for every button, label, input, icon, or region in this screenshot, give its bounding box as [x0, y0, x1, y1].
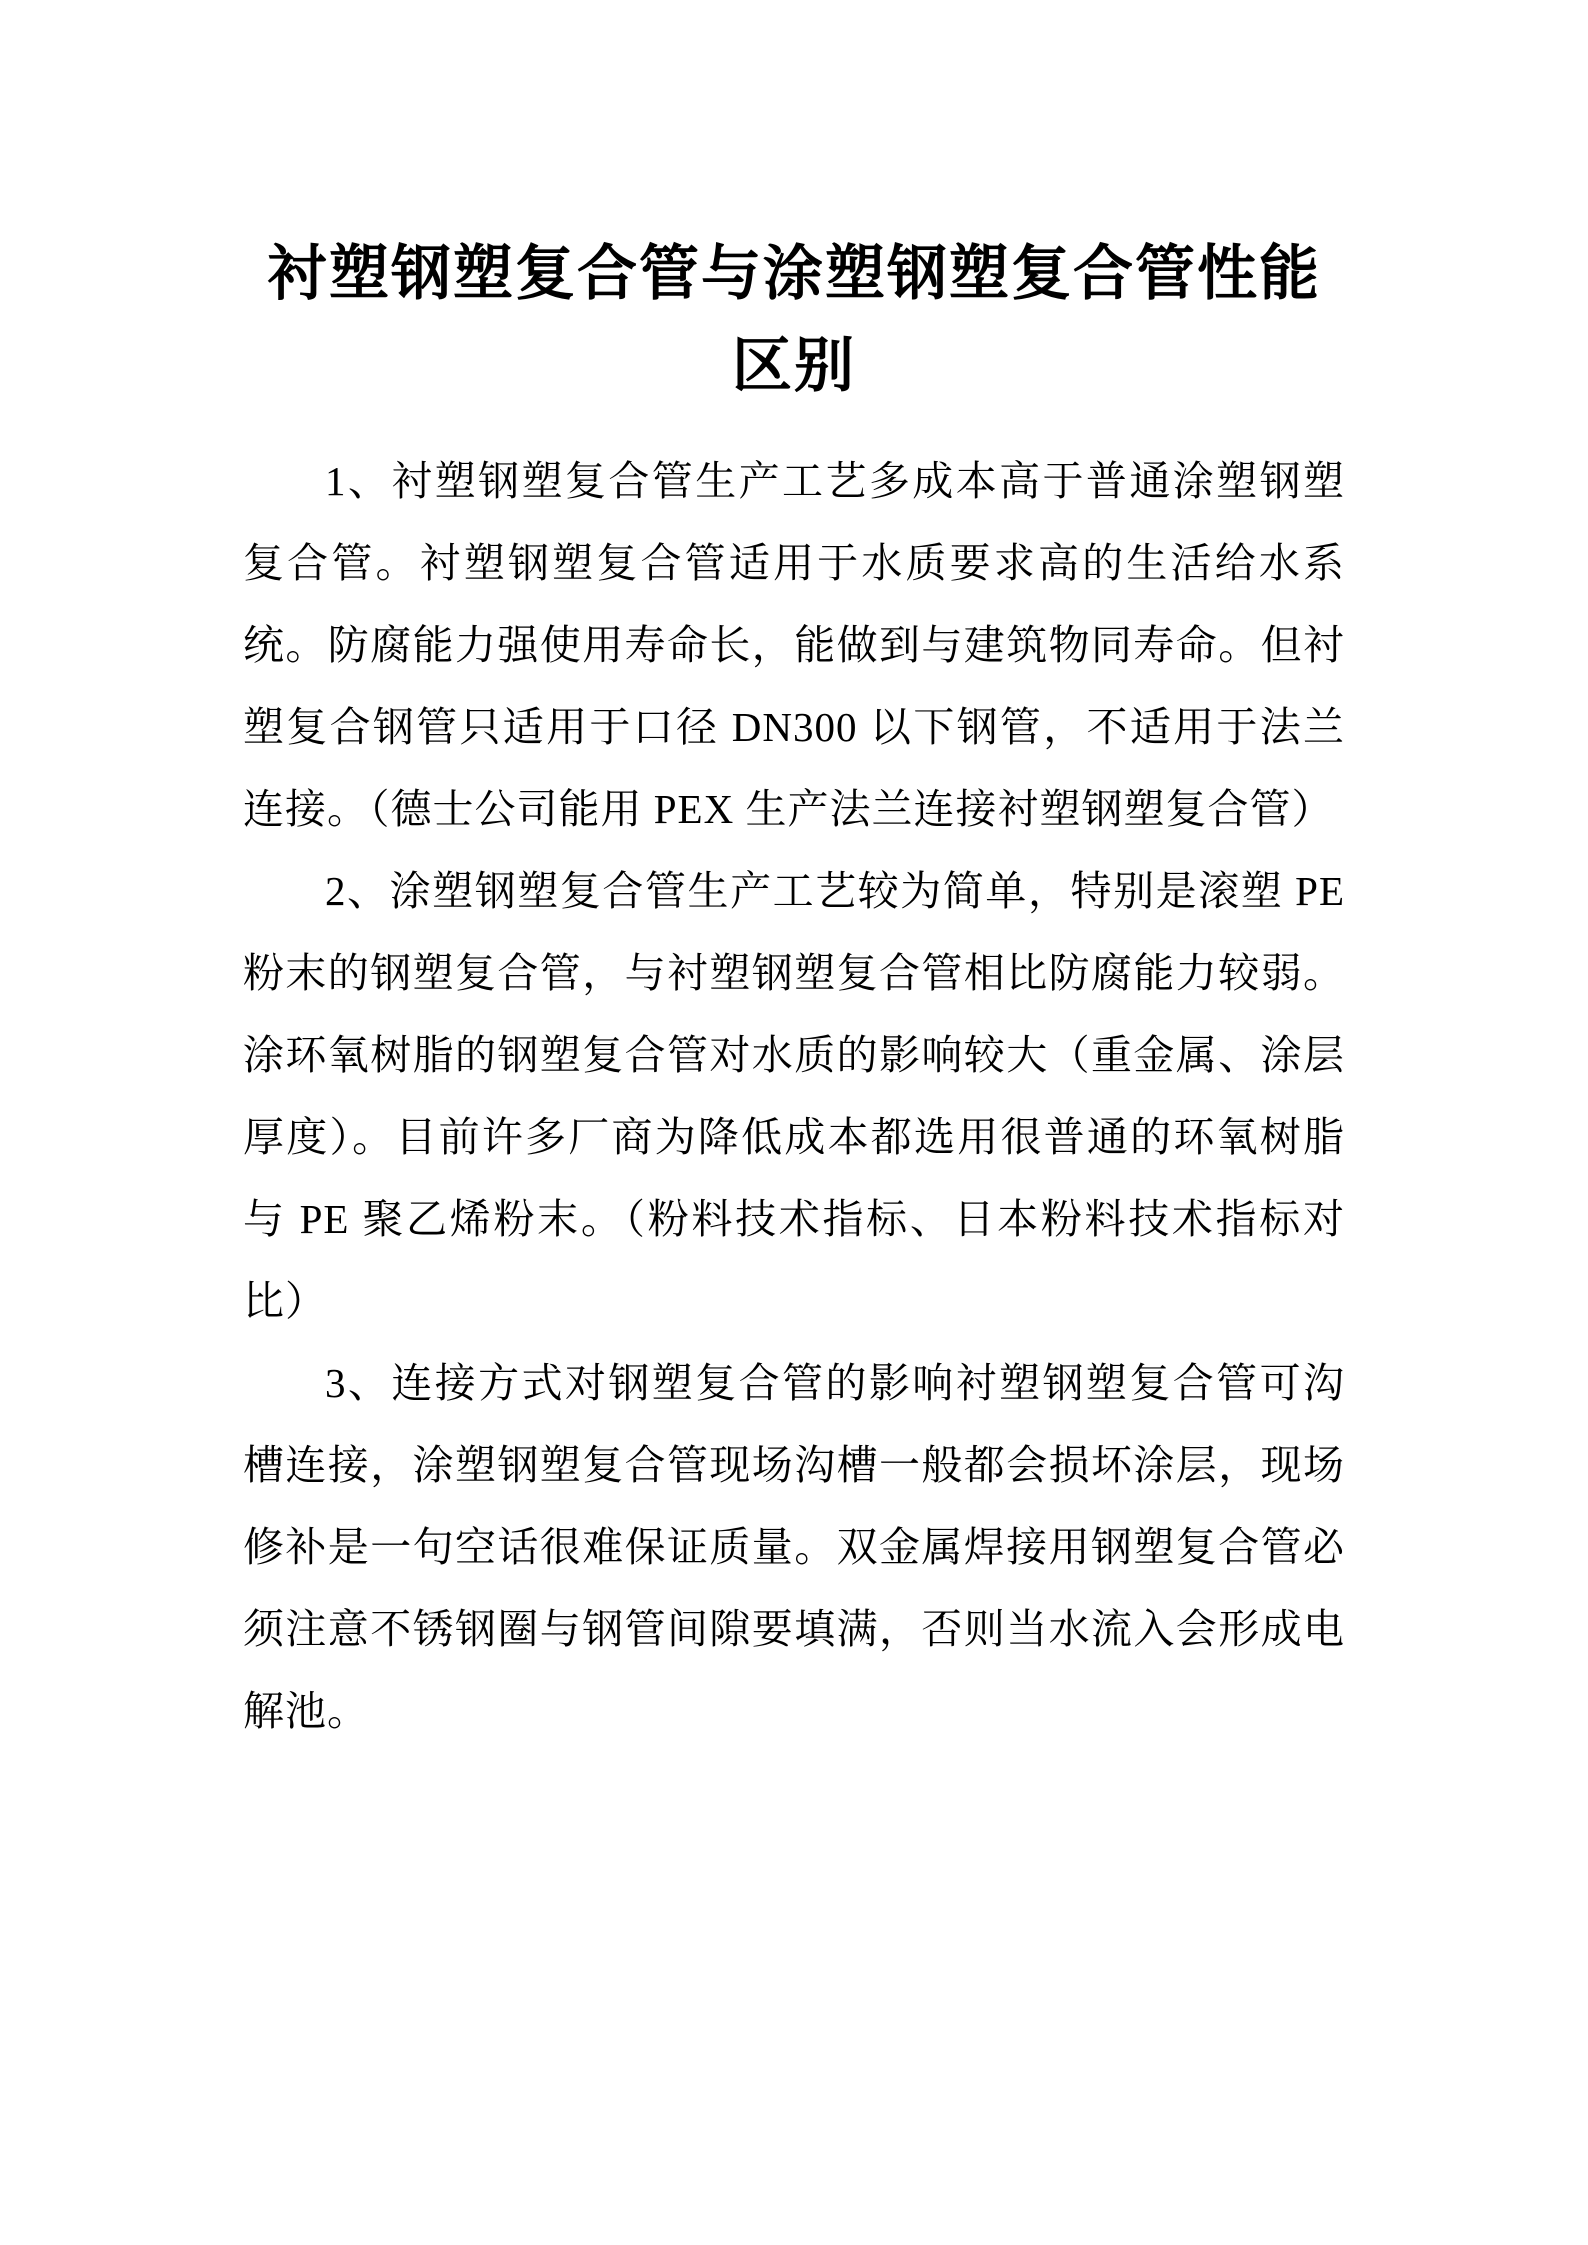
paragraph-2: 2、涂塑钢塑复合管生产工艺较为简单，特别是滚塑 PE 粉末的钢塑复合管，与衬塑钢塑复合管相比防腐能力较弱。涂环氧树脂的钢塑复合管对水质的影响较大（重金属、涂层厚度）。目前许多厂商为降低成本都选用很普通的环氧树脂与 PE 聚乙烯粉末。（粉料技术指标、日本粉料技术指标对比） — [243, 868, 1345, 1324]
document-body — [243, 440, 1345, 1752]
page-title: 衬塑钢塑复合管与涂塑钢塑复合管性能区别 — [267, 241, 1321, 399]
paragraph-1: 1、衬塑钢塑复合管生产工艺多成本高于普通涂塑钢塑复合管。衬塑钢塑复合管适用于水质要求高的生活给水系统。防腐能力强使用寿命长，能做到与建筑物同寿命。但衬塑复合钢管只适用于口径 DN300 以下钢管，不适用于法兰连接。（德士公司能用 PEX 生产法兰连接衬塑钢塑复合管） — [243, 458, 1345, 832]
paragraph-3: 3、连接方式对钢塑复合管的影响衬塑钢塑复合管可沟槽连接，涂塑钢塑复合管现场沟槽一般都会损坏涂层，现场修补是一句空话很难保证质量。双金属焊接用钢塑复合管必须注意不锈钢圈与钢管间隙要填满，否则当水流入会形成电解池。 — [243, 1360, 1345, 1734]
